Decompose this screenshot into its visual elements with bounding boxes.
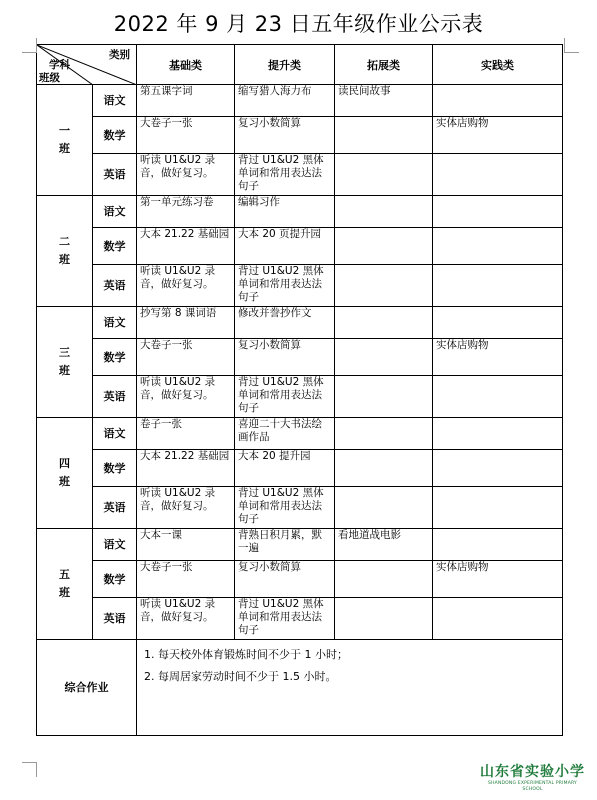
practice-task-cell: 实体店购物 <box>433 561 563 598</box>
table-row <box>37 561 563 598</box>
class-name-char: 班 <box>59 253 70 266</box>
advanced-task-cell: 喜迎二十大书法绘画作品 <box>235 418 335 450</box>
basic-task-cell: 大卷子一张 <box>137 117 235 154</box>
advanced-task-cell: 编辑习作 <box>235 196 335 228</box>
advanced-task-cell: 复习小数简算 <box>235 117 335 154</box>
class-name-char: 二 <box>59 235 70 248</box>
advanced-task-cell: 背过 U1&U2 黑体单词和常用表达法句子 <box>235 154 335 196</box>
extension-task-cell <box>335 450 433 487</box>
basic-task-cell: 听读 U1&U2 录音，做好复习。 <box>137 154 235 196</box>
subject-cell: 数学 <box>93 339 137 376</box>
column-header-advanced: 提升类 <box>235 45 335 85</box>
table-row <box>37 265 563 307</box>
header-row <box>37 45 563 85</box>
practice-task-cell <box>433 376 563 418</box>
practice-task-cell <box>433 154 563 196</box>
practice-task-cell <box>433 307 563 339</box>
summary-item: 1. 每天校外体育锻炼时间不少于 1 小时； <box>144 648 348 661</box>
practice-task-cell <box>433 450 563 487</box>
summary-row <box>37 640 563 736</box>
class-name-char: 五 <box>59 568 70 581</box>
subject-cell: 数学 <box>93 117 137 154</box>
subject-cell: 数学 <box>93 228 137 265</box>
diagonal-header-cell <box>37 45 137 85</box>
school-name-en: SHANDONG EXPERIMENTAL PRIMARY SCHOOL <box>488 781 577 792</box>
subject-cell: 语文 <box>93 196 137 228</box>
basic-task-cell: 大本 21.22 基础园 <box>137 228 235 265</box>
practice-task-cell <box>433 85 563 117</box>
advanced-task-cell: 背过 U1&U2 黑体单词和常用表达法句子 <box>235 598 335 640</box>
subject-cell: 英语 <box>93 376 137 418</box>
subject-cell: 英语 <box>93 154 137 196</box>
extension-task-cell <box>335 339 433 376</box>
summary-label: 综合作业 <box>37 640 137 736</box>
subject-cell: 语文 <box>93 529 137 561</box>
advanced-task-cell: 大本 20 提升园 <box>235 450 335 487</box>
header-class-label: 班级 <box>39 72 60 84</box>
advanced-task-cell: 复习小数简算 <box>235 561 335 598</box>
extension-task-cell <box>335 228 433 265</box>
subject-cell: 语文 <box>93 418 137 450</box>
table-row <box>37 307 563 339</box>
corner-mark <box>22 38 37 53</box>
subject-cell: 英语 <box>93 598 137 640</box>
extension-task-cell <box>335 265 433 307</box>
advanced-task-cell: 缩写猎人海力布 <box>235 85 335 117</box>
basic-task-cell: 听读 U1&U2 录音，做好复习。 <box>137 598 235 640</box>
practice-task-cell <box>433 529 563 561</box>
class-name-char: 班 <box>59 364 70 377</box>
class-name-cell <box>37 85 93 196</box>
basic-task-cell: 抄写第 8 课词语 <box>137 307 235 339</box>
header-subject-label: 学科 <box>49 59 70 71</box>
practice-task-cell: 实体店购物 <box>433 117 563 154</box>
advanced-task-cell: 背过 U1&U2 黑体单词和常用表达法句子 <box>235 265 335 307</box>
table-row <box>37 154 563 196</box>
class-name-char: 四 <box>59 457 70 470</box>
practice-task-cell <box>433 487 563 529</box>
school-logo <box>480 764 585 794</box>
school-name-cn: 山东省实验小学 <box>480 764 585 780</box>
table-row <box>37 418 563 450</box>
corner-mark <box>22 762 37 777</box>
class-name-char: 班 <box>59 142 70 155</box>
extension-task-cell <box>335 598 433 640</box>
advanced-task-cell: 修改并誊抄作文 <box>235 307 335 339</box>
advanced-task-cell: 背熟日积月累，默一遍 <box>235 529 335 561</box>
extension-task-cell <box>335 154 433 196</box>
table-row <box>37 228 563 265</box>
column-header-extension: 拓展类 <box>335 45 433 85</box>
extension-task-cell: 读民间故事 <box>335 85 433 117</box>
extension-task-cell <box>335 117 433 154</box>
class-name-cell <box>37 196 93 307</box>
table-row <box>37 85 563 117</box>
class-name-char: 班 <box>59 475 70 488</box>
table-row <box>37 196 563 228</box>
practice-task-cell: 实体店购物 <box>433 339 563 376</box>
class-name-cell <box>37 307 93 418</box>
class-rows <box>37 85 563 640</box>
advanced-task-cell: 背过 U1&U2 黑体单词和常用表达法句子 <box>235 487 335 529</box>
table-row <box>37 598 563 640</box>
class-name-cell <box>37 418 93 529</box>
subject-cell: 语文 <box>93 307 137 339</box>
advanced-task-cell: 背过 U1&U2 黑体单词和常用表达法句子 <box>235 376 335 418</box>
basic-task-cell: 听读 U1&U2 录音，做好复习。 <box>137 487 235 529</box>
class-name-char: 一 <box>59 124 70 137</box>
subject-cell: 数学 <box>93 561 137 598</box>
basic-task-cell: 大卷子一张 <box>137 561 235 598</box>
advanced-task-cell: 大本 20 页提升园 <box>235 228 335 265</box>
table-row <box>37 339 563 376</box>
table-row <box>37 487 563 529</box>
basic-task-cell: 听读 U1&U2 录音，做好复习。 <box>137 265 235 307</box>
practice-task-cell <box>433 228 563 265</box>
basic-task-cell: 卷子一张 <box>137 418 235 450</box>
header-category-label: 类别 <box>109 49 130 61</box>
class-name-char: 三 <box>59 346 70 359</box>
summary-item: 2. 每周居家劳动时间不少于 1.5 小时。 <box>144 670 337 683</box>
page-title: 2022 年 9 月 23 日五年级作业公示表 <box>113 12 484 36</box>
practice-task-cell <box>433 598 563 640</box>
basic-task-cell: 第五课字词 <box>137 85 235 117</box>
basic-task-cell: 听读 U1&U2 录音，做好复习。 <box>137 376 235 418</box>
table-row <box>37 376 563 418</box>
basic-task-cell: 大卷子一张 <box>137 339 235 376</box>
class-name-char: 班 <box>59 586 70 599</box>
subject-cell: 数学 <box>93 450 137 487</box>
column-header-basic: 基础类 <box>137 45 235 85</box>
extension-task-cell: 看地道战电影 <box>335 529 433 561</box>
subject-cell: 语文 <box>93 85 137 117</box>
class-name-cell <box>37 529 93 640</box>
subject-cell: 英语 <box>93 265 137 307</box>
extension-task-cell <box>335 196 433 228</box>
extension-task-cell <box>335 561 433 598</box>
practice-task-cell <box>433 265 563 307</box>
extension-task-cell <box>335 307 433 339</box>
corner-mark <box>564 38 579 53</box>
basic-task-cell: 大本一课 <box>137 529 235 561</box>
extension-task-cell <box>335 487 433 529</box>
practice-task-cell <box>433 418 563 450</box>
table-row <box>37 529 563 561</box>
advanced-task-cell: 复习小数简算 <box>235 339 335 376</box>
extension-task-cell <box>335 418 433 450</box>
extension-task-cell <box>335 376 433 418</box>
homework-table <box>36 44 563 736</box>
table-row <box>37 117 563 154</box>
summary-content <box>137 640 563 736</box>
basic-task-cell: 大本 21.22 基础园 <box>137 450 235 487</box>
subject-cell: 英语 <box>93 487 137 529</box>
column-header-practice: 实践类 <box>433 45 563 85</box>
basic-task-cell: 第一单元练习卷 <box>137 196 235 228</box>
practice-task-cell <box>433 196 563 228</box>
table-row <box>37 450 563 487</box>
